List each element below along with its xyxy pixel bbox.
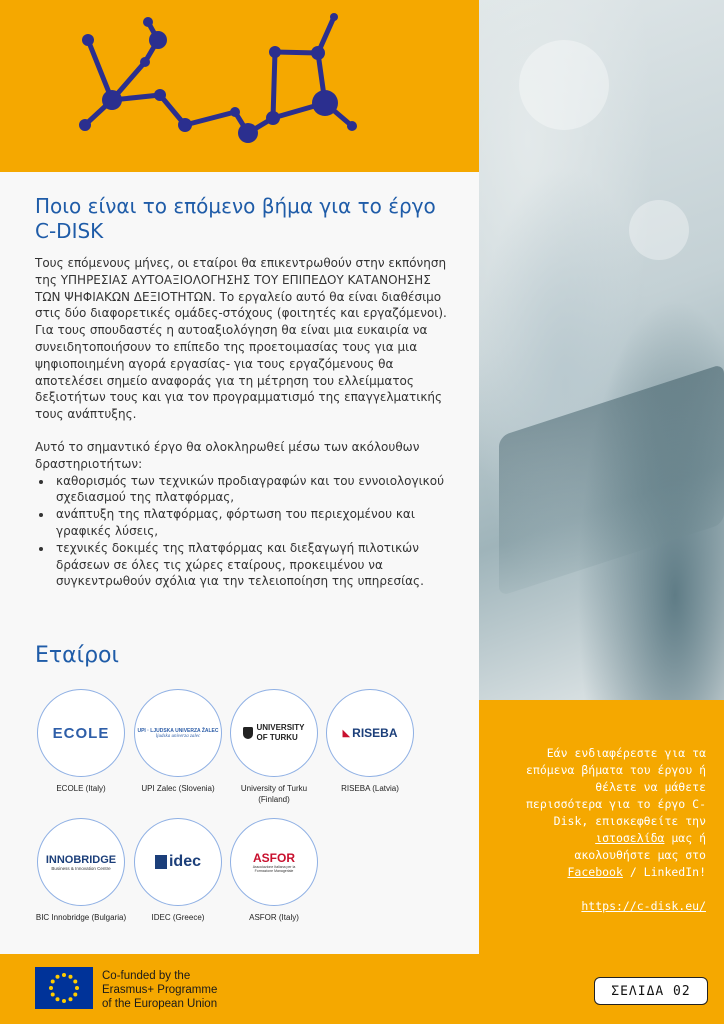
- second-paragraph: Για τους σπουδαστές η αυτοαξιολόγηση θα είναι μια ευκαιρία να συνειδητοποιήσουν το επίπεδο της προετοιμασίας τους για μια ψηφιοποιημένη αγορά εργασίας- για τους εργαζόμενους θα αποτελέσει σημείο αναφοράς για τη μέτρηση του ελλείμματος δεξιοτήτων τους και για τον προγραμματισμό της επαγγελματικής τους ανάπτυξης.: [35, 323, 443, 422]
- page-title: Ποιο είναι το επόμενο βήμα για το έργο C-DISK: [35, 194, 436, 243]
- list-item: • καθορισμός των τεχνικών προδιαγραφών και του εννοιολογικού σχεδιασμού της πλατφόρμας,: [53, 473, 460, 507]
- partner-logo: ECOLE: [37, 689, 125, 777]
- header-band: [0, 0, 479, 172]
- partner-logo: INNOBRIDGE Business & Innovation Centre: [37, 818, 125, 906]
- partner-asfor: [227, 818, 321, 923]
- project-url-link[interactable]: https://c-disk.eu/: [581, 899, 706, 913]
- partner-logo: ASFOR Associazione Italiana per la Formazione Manageriale: [230, 818, 318, 906]
- activities-list: [35, 473, 460, 591]
- partner-riseba: [323, 689, 417, 794]
- body-text: [35, 255, 460, 590]
- partner-name: UPI Zalec (Slovenia): [141, 784, 215, 793]
- partner-logo: idec: [134, 818, 222, 906]
- activities-intro: Αυτό το σημαντικό έργο θα ολοκληρωθεί μέσω των ακόλουθων δραστηριοτήτων:: [35, 439, 420, 471]
- list-item: • τεχνικές δοκιμές της πλατφόρμας και διεξαγωγή πιλοτικών δράσεων σε όλες τις χώρες εταίρους, προκειμένου να συγκεντρωθούν σχόλια για την τελειοποίηση της υπηρεσίας.: [53, 540, 460, 590]
- partner-ecole: [34, 689, 128, 794]
- partner-turku: [227, 689, 321, 805]
- partners-heading: Εταίροι: [35, 643, 119, 668]
- partner-name: IDEC (Greece): [151, 913, 205, 922]
- crest-icon: [243, 727, 253, 739]
- partner-name: ECOLE (Italy): [56, 784, 106, 793]
- eu-funding-text: Co-funded by the Erasmus+ Programme of the European Union: [102, 970, 218, 1010]
- partner-name: ASFOR (Italy): [249, 913, 299, 922]
- cta-text-middle: μας ή ακολουθήστε μας στο: [574, 831, 706, 862]
- website-link[interactable]: ιστοσελίδα: [595, 831, 665, 845]
- partner-idec: [131, 818, 225, 923]
- riseba-mark-icon: ◣: [342, 727, 351, 739]
- facebook-link[interactable]: Facebook: [567, 865, 623, 879]
- partner-logo: UNIVERSITY OF TURKU: [230, 689, 318, 777]
- idec-mark-icon: [155, 855, 167, 869]
- list-item: • ανάπτυξη της πλατφόρμας, φόρτωση του περιεχομένου και γραφικές λύσεις,: [53, 506, 460, 540]
- partner-name: BIC Innobridge (Bulgaria): [35, 913, 127, 922]
- contact-callout: [516, 745, 706, 915]
- linkedin-text: / LinkedIn!: [629, 865, 706, 879]
- page-number-badge: ΣΕΛΙΔΑ 02: [594, 977, 708, 1005]
- partner-innobridge: [34, 818, 128, 923]
- partner-name: University of Turku (Finland): [240, 784, 308, 804]
- intro-paragraph: Τους επόμενους μήνες, οι εταίροι θα επικεντρωθούν στην εκπόνηση της ΥΠΗΡΕΣΙΑΣ ΑΥΤΟΑΞΙΟΛΟΓΗΣΗΣ ΤΟΥ ΕΠΙΠΕΔΟΥ ΚΑΤΑΝΟΗΣΗΣ ΤΩΝ ΨΗΦΙΑΚΩΝ ΔΕΞΙΟΤΗΤΩΝ. Το εργαλείο αυτό θα είναι διαθέσιμο στις δύο διαφορετικές ομάδες-στόχους (φοιτητές και εργαζόμενοι).: [35, 256, 447, 321]
- partner-logo: ◣ RISEBA: [326, 689, 414, 777]
- partner-logo: UPI · LJUDSKA UNIVERZA ŽALEC ljudska univerza zalec: [134, 689, 222, 777]
- network-graphic-icon: [0, 0, 479, 172]
- background-photo: [479, 0, 724, 700]
- eu-flag-icon: [35, 967, 93, 1009]
- cta-text: Εάν ενδιαφέρεστε για τα επόμενα βήματα του έργου ή θέλετε να μάθετε περισσότερα για το έργο C-Disk, επισκεφθείτε την: [525, 746, 706, 828]
- partner-upi-zalec: [131, 689, 225, 794]
- partner-name: RISEBA (Latvia): [341, 784, 399, 793]
